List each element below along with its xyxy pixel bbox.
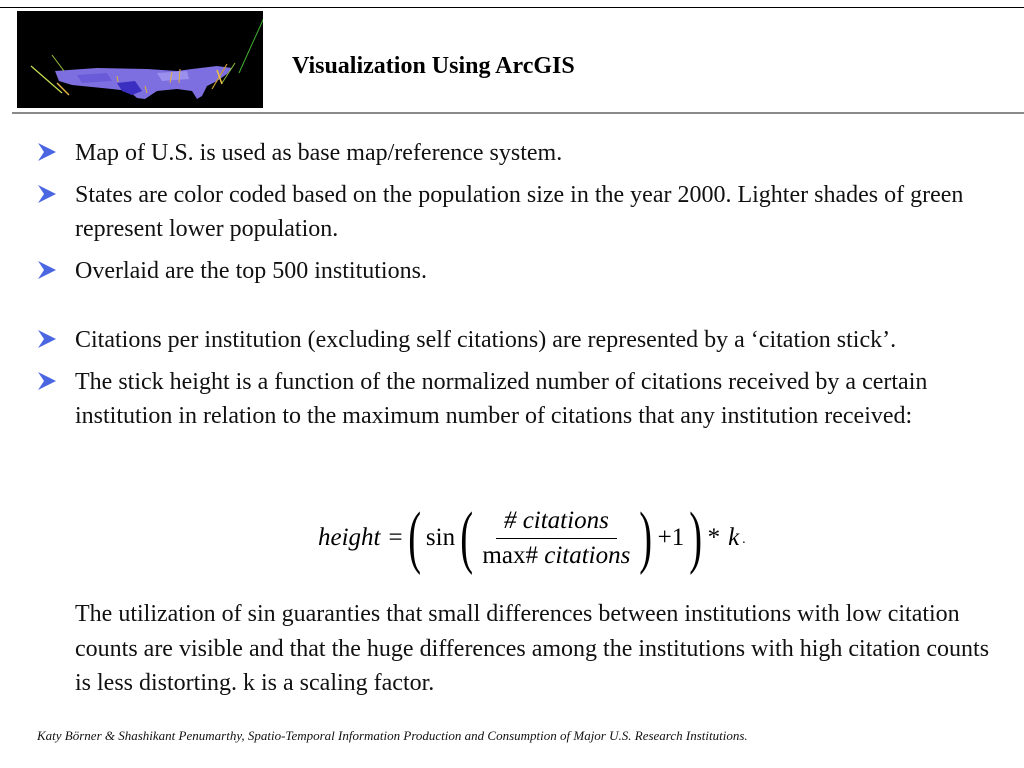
bullet-item <box>36 323 996 358</box>
explanation-paragraph: The utilization of sin guaranties that small differences between institutions with low citation counts are visible and that the huge differences among the institutions with high citation counts is less distorting. k is a scaling factor. <box>75 601 990 696</box>
bullet-text: Overlaid are the top 500 institutions. <box>75 257 427 284</box>
arrow-bullet-icon <box>37 259 57 281</box>
formula-k: k <box>728 524 740 551</box>
formula-numerator: # citations <box>496 507 617 539</box>
bullet-text: States are color coded based on the population size in the year 2000. Lighter shades of green represent lower population. <box>75 181 964 242</box>
close-paren: ) <box>639 499 653 576</box>
bullet-text: The stick height is a function of the normalized number of citations received by a certain institution in relation to the maximum number of citations that any institution received: <box>75 368 928 429</box>
formula-fn: sin <box>425 524 456 551</box>
arrow-bullet-icon <box>37 141 57 163</box>
bullet-item <box>36 365 996 434</box>
height-formula <box>318 498 746 578</box>
map-image <box>17 11 263 108</box>
bullet-text: Map of U.S. is used as base map/reference system. <box>75 140 563 166</box>
us-map-thumbnail <box>17 11 263 108</box>
slide-title: Visualization Using ArcGIS <box>292 53 575 79</box>
formula-denominator-prefix: max# <box>482 541 538 569</box>
top-rule <box>0 7 1024 8</box>
header-rule <box>12 112 1024 114</box>
bullet-list <box>36 136 996 441</box>
arrow-bullet-icon <box>37 370 57 392</box>
formula-times: * <box>707 524 721 551</box>
formula-lhs: height <box>318 524 381 551</box>
open-paren: ( <box>407 499 421 576</box>
footer-citation: Katy Börner & Shashikant Penumarthy, Spatio-Temporal Information Production and Consumption of Major U.S. Research Institutions. <box>37 728 748 743</box>
close-paren: ) <box>689 499 703 576</box>
formula-denominator <box>482 539 630 570</box>
formula-equals: = <box>388 524 403 551</box>
open-paren: ( <box>460 499 474 576</box>
formula-denominator-var: citations <box>544 541 631 569</box>
bullet-item <box>36 178 996 247</box>
formula-period: . <box>742 532 746 547</box>
bullet-item <box>36 136 996 171</box>
bullet-item <box>36 254 996 289</box>
formula-plus-one: +1 <box>657 524 685 551</box>
formula-fraction <box>482 507 630 570</box>
arrow-bullet-icon <box>37 183 57 205</box>
bullet-text: Citations per institution (excluding self citations) are represented by a ‘citation stick’. <box>75 327 897 353</box>
arrow-bullet-icon <box>37 328 57 350</box>
